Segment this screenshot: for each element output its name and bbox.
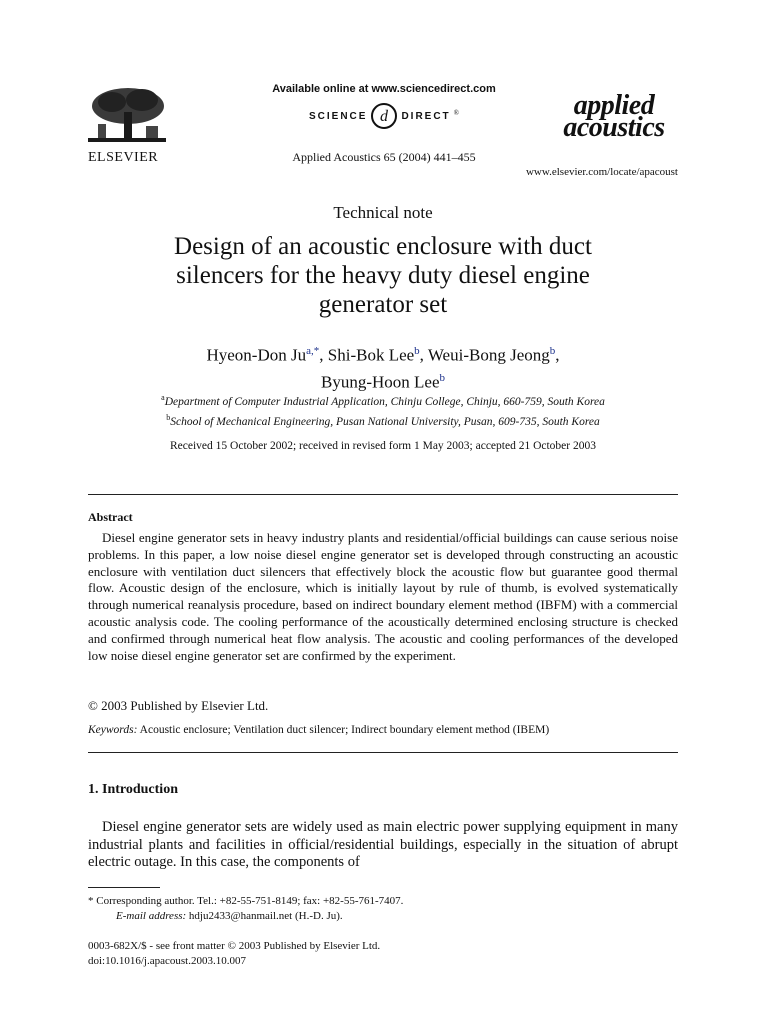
- author-affiliation-link[interactable]: b: [414, 345, 420, 357]
- author-name: Weui-Bong Jeong: [427, 345, 550, 365]
- email-footnote: [116, 910, 343, 922]
- keywords-text: Acoustic enclosure; Ventilation duct silencer; Indirect boundary element method (IBEM): [139, 724, 550, 736]
- author-affiliation-link[interactable]: a,*: [306, 345, 320, 357]
- author-affiliation-link[interactable]: b: [439, 371, 445, 384]
- abstract-copyright: © 2003 Published by Elsevier Ltd.: [88, 698, 269, 713]
- introduction-text: Diesel engine generator sets are widely used as main electric power supplying equipment in many industrial plants and facilities in official/residential buildings, especially in the situation of abrupt electric outage. In this case, the components of: [88, 819, 678, 870]
- journal-url-link[interactable]: www.elsevier.com/locate/apacoust: [525, 166, 678, 178]
- elsevier-tree-logo: [84, 84, 170, 146]
- journal-logo-line1: applied: [573, 90, 655, 121]
- keywords-line: [88, 724, 678, 736]
- sciencedirect-science-word: SCIENCE: [308, 110, 368, 122]
- author-list: [88, 340, 678, 393]
- author-affiliation-link[interactable]: b: [549, 345, 556, 357]
- journal-reference: Applied Acoustics 65 (2004) 441–455: [292, 150, 476, 164]
- title-line-2: silencers for the heavy duty diesel engine: [176, 262, 590, 289]
- author-name: Shi-Bok Lee: [327, 345, 415, 365]
- abstract-bottom-rule: [88, 752, 678, 753]
- article-title: [88, 232, 678, 319]
- affiliation-list: [88, 390, 678, 430]
- received-dates: Received 15 October 2002; received in revised form 1 May 2003; accepted 21 October 2003: [170, 440, 596, 452]
- article-type: Technical note: [333, 203, 433, 222]
- abstract-top-rule: [88, 494, 678, 495]
- abstract-text: Diesel engine generator sets in heavy industry plants and residential/official buildings can cause serious noise problems. In this paper, a low noise diesel engine generator set is developed through constructing an acoustic enclosure with ventilation duct silencers that effectively block the acoustic flow but guarantee good thermal flow. Acoustic design of the enclosure, which is initially layout by rule of thumb, is evolved systematically through numerical reanalysis procedure, based on indirect boundary element method (IBFM) with a commercial acoustic analysis code. The cooling performance of the acoustically determined enclosing structure is checked and confirmed through numerical heat flow analysis. The acoustic and cooling performances of the developed low noise diesel engine generator set are confirmed by the experiment.: [88, 530, 678, 663]
- introduction-heading: 1. Introduction: [88, 782, 178, 797]
- email-address-link[interactable]: hdju2433@hanmail.net (H.-D. Ju).: [188, 910, 343, 922]
- sciencedirect-direct-word: DIRECT: [401, 110, 451, 122]
- sciencedirect-logo: [268, 103, 500, 129]
- email-label: E-mail address:: [116, 910, 187, 922]
- available-online-text: Available online at www.sciencedirect.com: [272, 83, 496, 95]
- sciencedirect-registered-mark: ®: [453, 109, 459, 117]
- author-name: Hyeon-Don Ju: [206, 345, 307, 365]
- svg-text:d: d: [380, 108, 389, 125]
- corresponding-author-footnote: * Corresponding author. Tel.: +82-55-751-8149; fax: +82-55-761-7407.: [88, 895, 404, 907]
- journal-logo-line2: acoustics: [563, 112, 665, 143]
- author-separator: ,: [419, 345, 428, 365]
- footnote-rule: [88, 887, 160, 888]
- doi-link[interactable]: doi:10.1016/j.apacoust.2003.10.007: [88, 955, 246, 967]
- front-matter-line: 0003-682X/$ - see front matter © 2003 Published by Elsevier Ltd.: [88, 940, 381, 952]
- affiliation-item: [88, 410, 678, 430]
- author-separator: ,: [555, 345, 560, 365]
- title-line-1: Design of an acoustic enclosure with duct: [174, 233, 592, 260]
- affiliation-text: School of Mechanical Engineering, Pusan National University, Pusan, 609-735, South Korea: [170, 415, 600, 428]
- keywords-label: Keywords:: [88, 724, 138, 736]
- title-line-3: generator set: [318, 291, 448, 318]
- affiliation-label: a: [161, 393, 165, 402]
- sciencedirect-d-icon: [370, 102, 398, 130]
- abstract-heading: Abstract: [88, 510, 133, 524]
- affiliation-item: [88, 390, 678, 410]
- author-separator: ,: [319, 345, 328, 365]
- affiliation-label: b: [166, 412, 171, 422]
- affiliation-text: Department of Computer Industrial Application, Chinju College, Chinju, 660-759, South Korea: [164, 395, 605, 408]
- journal-logo: [548, 90, 680, 143]
- author-name: Byung-Hoon Lee: [320, 372, 440, 392]
- publisher-name: ELSEVIER: [88, 150, 159, 165]
